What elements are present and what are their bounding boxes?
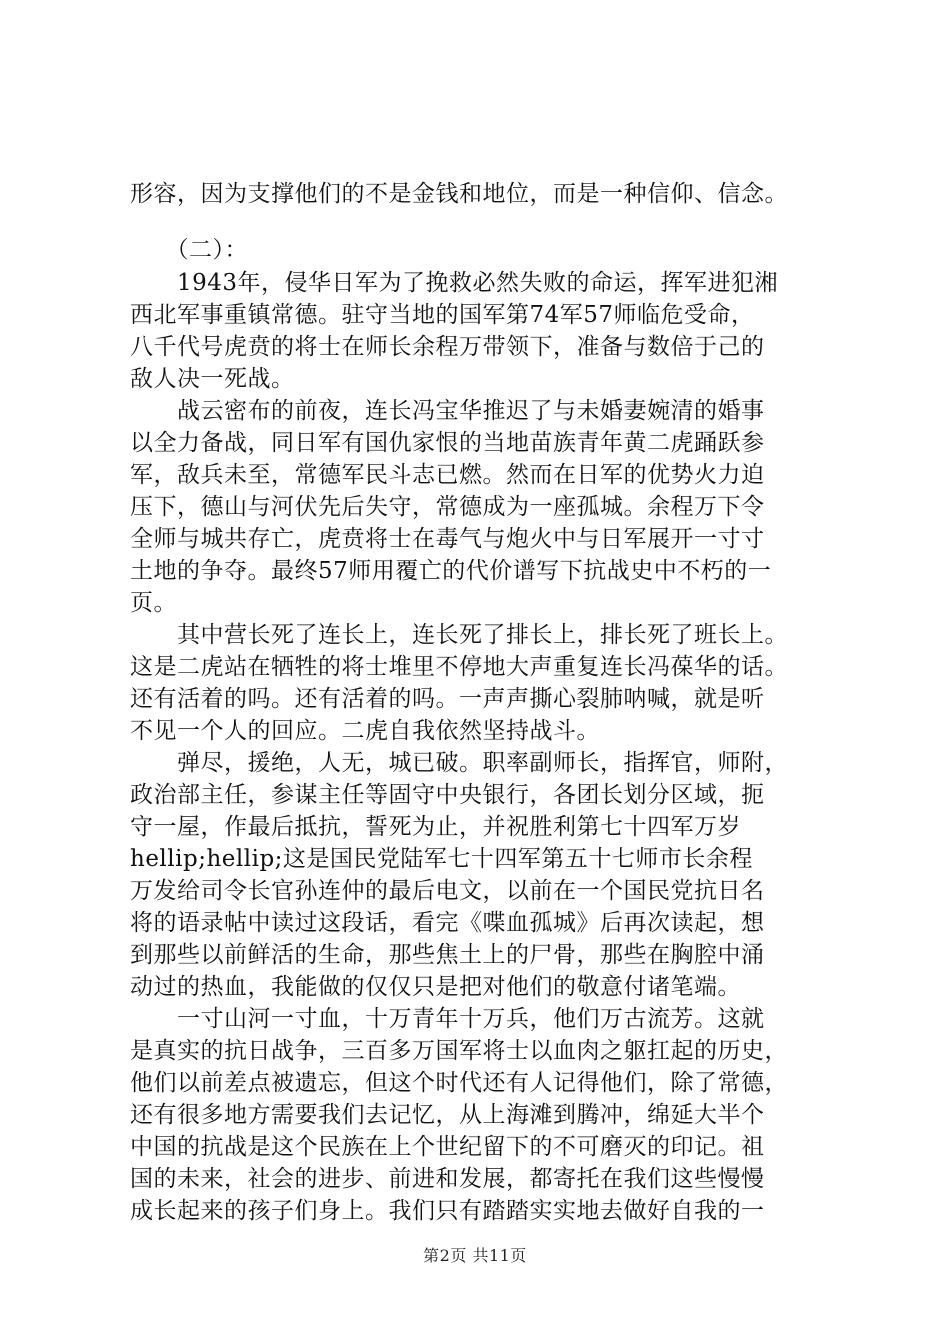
section-heading: （二）：: [130, 237, 248, 263]
text-line-9: 军，敌兵未至，常德军民斗志已燃。然而在日军的优势火力迫: [130, 462, 765, 488]
text-line-19: 政治部主任，参谋主任等固守中央银行，各团长划分区域，扼: [130, 782, 765, 808]
text-line-13: 页。: [130, 590, 177, 616]
text-line-5: 八千代号虎贲的将士在师长余程万带领下，准备与数倍于己的: [130, 334, 765, 360]
text-line-31: 国的未来，社会的进步、前进和发展，都寄托在我们这些慢慢: [130, 1166, 765, 1192]
text-line-21: hellip;hellip;这是国民党陆军七十四军第五十七师市长余程: [130, 846, 753, 872]
text-line-3: 1943年，侵华日军为了挽救必然失败的命运，挥军进犯湘: [130, 270, 779, 296]
text-line-17: 不见一个人的回应。二虎自我依然坚持战斗。: [130, 718, 600, 744]
text-line-26: 一寸山河一寸血，十万青年十万兵，他们万古流芳。这就: [130, 1006, 765, 1032]
text-line-16: 还有活着的吗。还有活着的吗。一声声撕心裂肺呐喊，就是听: [130, 686, 765, 712]
text-line-7: 战云密布的前夜，连长冯宝华推迟了与未婚妻婉清的婚事: [130, 398, 765, 424]
text-line-12: 土地的争夺。最终57师用覆亡的代价谱写下抗战史中不朽的一: [130, 558, 772, 584]
text-line-6: 敌人决一死战。: [130, 366, 295, 392]
text-line-24: 到那些以前鲜活的生命，那些焦土上的尸骨，那些在胸腔中涌: [130, 942, 765, 968]
text-line-8: 以全力备战，同日军有国仇家恨的当地苗族青年黄二虎踊跃参: [130, 430, 765, 456]
text-line-1: 形容，因为支撑他们的不是金钱和地位，而是一种信仰、信念。: [130, 181, 788, 207]
text-line-20: 守一屋，作最后抵抗，誓死为止，并祝胜利第七十四军万岁: [130, 814, 741, 840]
text-line-11: 全师与城共存亡，虎贲将士在毒气与炮火中与日军展开一寸寸: [130, 526, 765, 552]
text-line-25: 动过的热血，我能做的仅仅只是把对他们的敬意付诸笔端。: [130, 974, 741, 1000]
text-line-15: 这是二虎站在牺牲的将士堆里不停地大声重复连长冯葆华的话。: [130, 654, 788, 680]
text-line-4: 西北军事重镇常德。驻守当地的国军第74军57师临危受命，: [130, 302, 755, 328]
text-line-27: 是真实的抗日战争，三百多万国军将士以血肉之躯扛起的历史，: [130, 1038, 788, 1064]
text-line-22: 万发给司令长官孙连仲的最后电文，以前在一个国民党抗日名: [130, 878, 765, 904]
text-line-28: 他们以前差点被遗忘，但这个时代还有人记得他们，除了常德，: [130, 1070, 788, 1096]
text-line-14: 其中营长死了连长上，连长死了排长上，排长死了班长上。: [130, 622, 788, 648]
text-line-18: 弹尽，援绝，人无，城已破。职率副师长，指挥官，师附，: [130, 750, 788, 776]
text-line-30: 中国的抗战是这个民族在上个世纪留下的不可磨灭的印记。祖: [130, 1134, 765, 1160]
text-line-29: 还有很多地方需要我们去记忆，从上海滩到腾冲，绵延大半个: [130, 1102, 765, 1128]
text-line-10: 压下，德山与河伏先后失守，常德成为一座孤城。余程万下令: [130, 494, 765, 520]
text-line-32: 成长起来的孩子们身上。我们只有踏踏实实地去做好自我的一: [130, 1198, 765, 1224]
text-line-23: 将的语录帖中读过这段话，看完《喋血孤城》后再次读起，想: [130, 910, 765, 936]
page-number-footer: 第2页 共11页: [423, 1246, 527, 1265]
